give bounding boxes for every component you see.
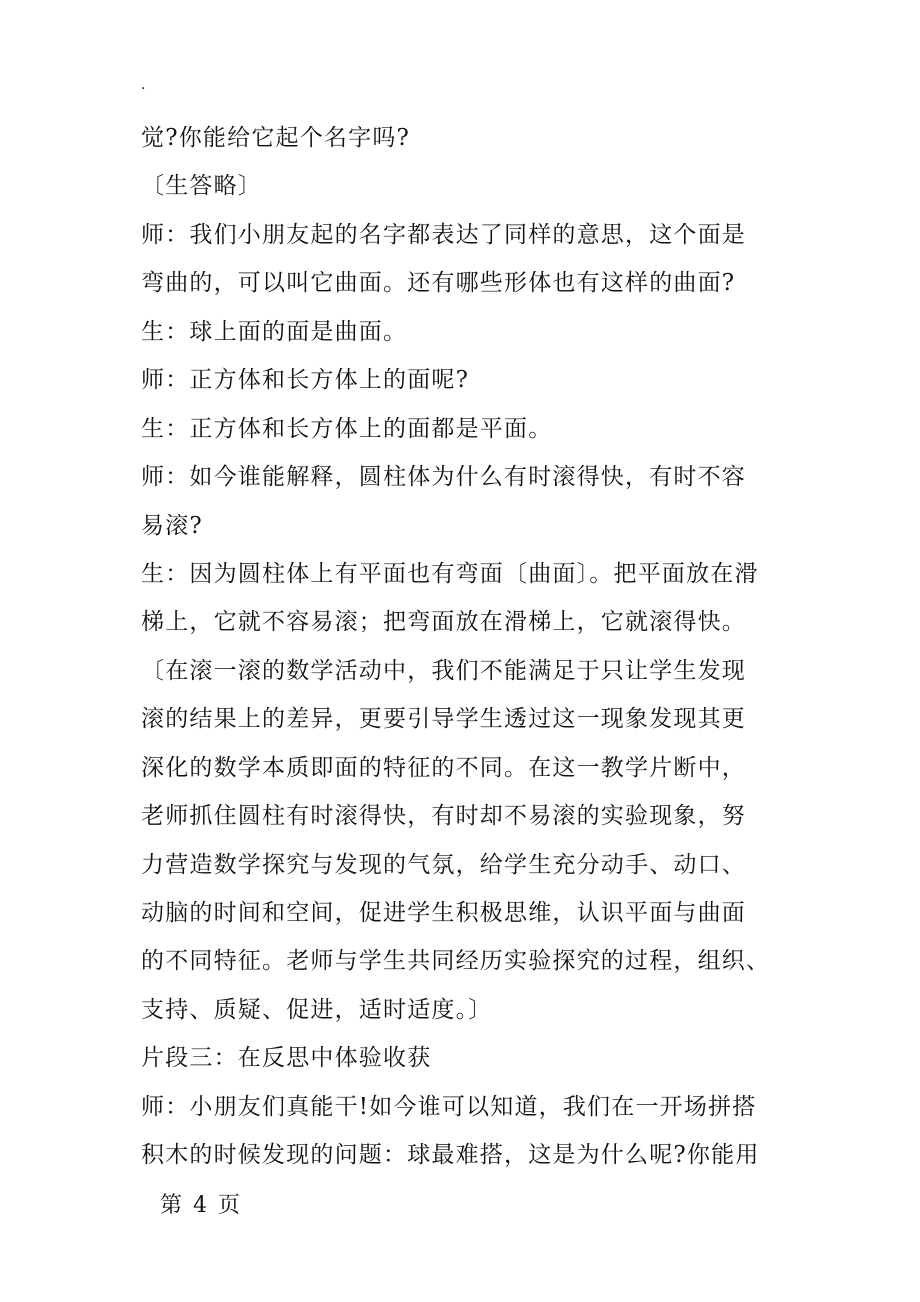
text-line: 支持、质疑、促进，适时适度。〕 xyxy=(141,996,493,1023)
text-line: 生：因为圆柱体上有平面也有弯面〔曲面〕。把平面放在滑 xyxy=(141,560,759,587)
header-mark: . xyxy=(141,77,146,93)
text-line: 老师抓住圆柱有时滚得快，有时却不易滚的实验现象，努 xyxy=(141,803,746,830)
text-line: 生：球上面的面是曲面。 xyxy=(141,318,408,345)
text-line: 的不同特征。老师与学生共同经历实验探究的过程，组织、 xyxy=(141,948,771,975)
text-line: 师：正方体和长方体上的面呢? xyxy=(141,367,470,394)
section-heading: 片段三：在反思中体验收获 xyxy=(141,1045,432,1072)
text-line: 力营造数学探究与发现的气氛，给学生充分动手、动口、 xyxy=(141,851,746,878)
text-line: 梯上，它就不容易滚；把弯面放在滑梯上，它就滚得快。 xyxy=(141,609,746,636)
text-line: 生：正方体和长方体上的面都是平面。 xyxy=(141,415,553,442)
text-line: 师：我们小朋友起的名字都表达了同样的意思，这个面是 xyxy=(141,221,746,248)
text-line: 师：如今谁能解释，圆柱体为什么有时滚得快，有时不容 xyxy=(141,464,746,491)
document-body xyxy=(141,114,781,1180)
page-number: 第 4 页 xyxy=(160,1193,242,1218)
text-line: 弯曲的，可以叫它曲面。还有哪些形体也有这样的曲面? xyxy=(141,270,736,297)
text-line: 〔生答略〕 xyxy=(141,173,262,200)
text-line: 易滚? xyxy=(141,512,203,539)
text-line: 师：小朋友们真能干!如今谁可以知道，我们在一开场拼搭 xyxy=(141,1093,757,1120)
text-line: 积木的时候发现的问题：球最难搭，这是为什么呢?你能用 xyxy=(141,1142,760,1169)
text-line: 滚的结果上的差异，更要引导学生透过这一现象发现其更 xyxy=(141,706,746,733)
text-line: 深化的数学本质即面的特征的不同。在这一教学片断中， xyxy=(141,754,746,781)
text-line: 〔在滚一滚的数学活动中，我们不能满足于只让学生发现 xyxy=(141,657,746,684)
text-line: 动脑的时间和空间，促进学生积极思维，认识平面与曲面 xyxy=(141,900,746,926)
text-line: 觉?你能给它起个名字吗? xyxy=(141,125,411,151)
